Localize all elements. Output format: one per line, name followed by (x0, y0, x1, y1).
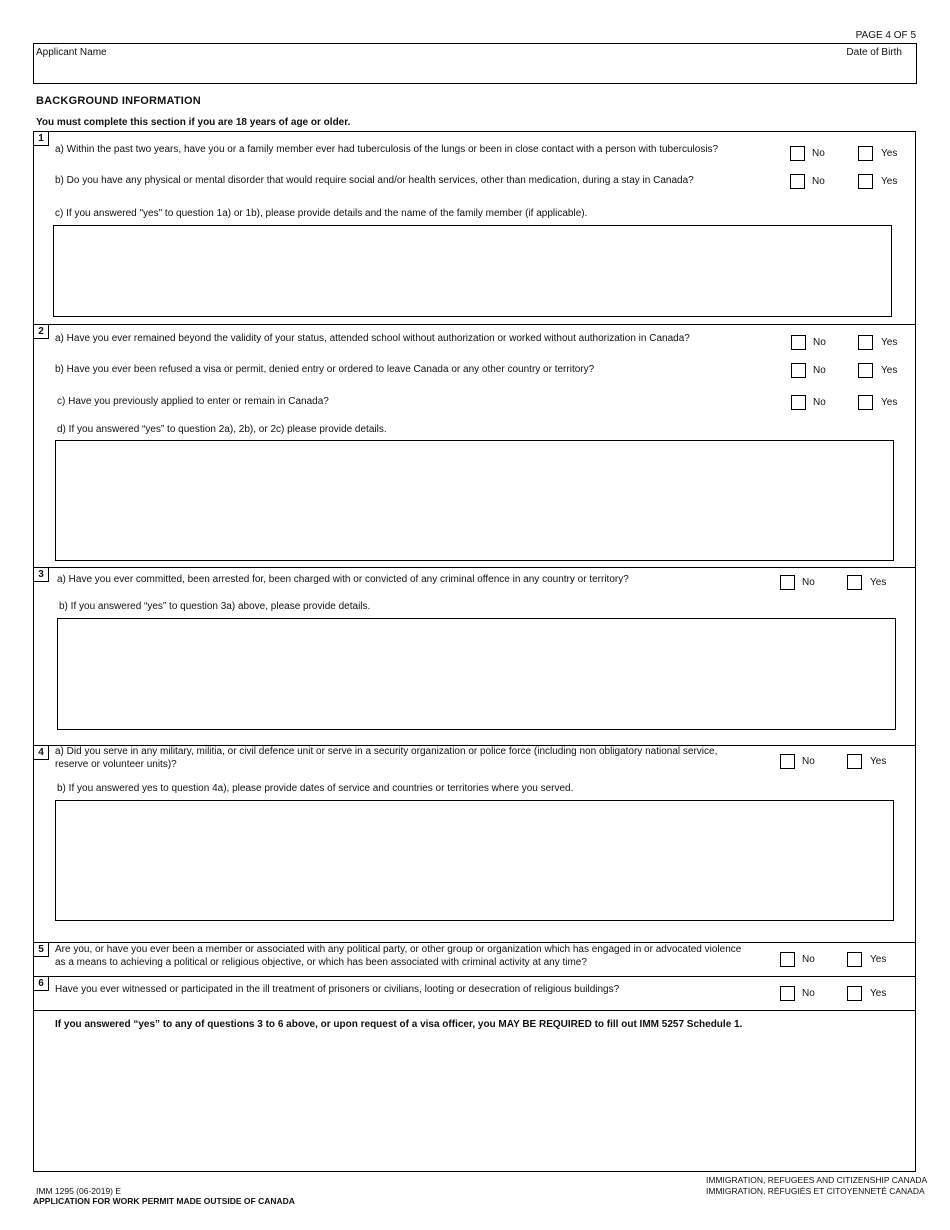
question-2b-text: b) Have you ever been refused a visa or permit, denied entry or ordered to leave Canada or any other country or territory? (55, 364, 595, 375)
applicant-header-box[interactable] (33, 43, 917, 84)
question-3a-text: a) Have you ever committed, been arrested for, been charged with or convicted of any criminal offence in any country or territory? (57, 574, 629, 585)
question-2b-yes-checkbox[interactable] (858, 363, 873, 378)
question-2a-no-label: No (813, 337, 826, 348)
question-4a-text-line1: a) Did you serve in any military, militia, or civil defence unit or serve in a security organization or police force (including non obligatory national service, (55, 746, 718, 757)
question-1a-yes-label: Yes (881, 148, 898, 159)
department-name-en: IMMIGRATION, REFUGEES AND CITIZENSHIP CANADA (706, 1175, 928, 1185)
question-3a-yes-label: Yes (870, 577, 887, 588)
question-5-text-line1: Are you, or have you ever been a member or associated with any political party, or other group or organization which has engaged in or advocated violence (55, 944, 742, 955)
divider-q6 (33, 976, 916, 977)
question-5-no-label: No (802, 954, 815, 965)
question-1b-yes-label: Yes (881, 176, 898, 187)
form-code: IMM 1295 (06-2019) E (36, 1186, 122, 1196)
question-3a-yes-checkbox[interactable] (847, 575, 862, 590)
divider-q5 (33, 942, 916, 943)
question-1a-text: a) Within the past two years, have you or a family member ever had tuberculosis of the lungs or been in close contact with a person with tuberculosis? (55, 144, 719, 155)
question-1c-details-field[interactable] (53, 225, 892, 317)
question-1c-text: c) If you answered "yes" to question 1a) or 1b), please provide details and the name of the family member (if applicable). (55, 208, 588, 219)
question-2a-yes-label: Yes (881, 337, 898, 348)
question-number-5: 5 (34, 943, 49, 957)
divider-note (33, 1010, 916, 1011)
question-2a-no-checkbox[interactable] (791, 335, 806, 350)
question-2a-text: a) Have you ever remained beyond the validity of your status, attended school without authorization or worked without authorization in Canada? (55, 333, 690, 344)
question-number-2: 2 (34, 325, 49, 339)
question-2d-details-field[interactable] (55, 440, 894, 561)
question-4b-text: b) If you answered yes to question 4a), please provide dates of service and countries or territories where you served. (57, 783, 574, 794)
question-4a-yes-label: Yes (870, 756, 887, 767)
question-6-text: Have you ever witnessed or participated in the ill treatment of prisoners or civilians, looting or desecration of religious buildings? (55, 984, 620, 995)
question-2b-yes-label: Yes (881, 365, 898, 376)
question-1a-no-checkbox[interactable] (790, 146, 805, 161)
question-number-4: 4 (34, 746, 49, 760)
question-number-1: 1 (34, 132, 49, 146)
question-6-yes-checkbox[interactable] (847, 986, 862, 1001)
section-title: BACKGROUND INFORMATION (36, 95, 201, 107)
question-2c-no-checkbox[interactable] (791, 395, 806, 410)
date-of-birth-label: Date of Birth (846, 47, 902, 58)
divider-q2 (33, 324, 916, 325)
question-2c-yes-checkbox[interactable] (858, 395, 873, 410)
question-2c-yes-label: Yes (881, 397, 898, 408)
question-1b-no-label: No (812, 176, 825, 187)
question-1a-yes-checkbox[interactable] (858, 146, 873, 161)
question-5-yes-checkbox[interactable] (847, 952, 862, 967)
question-4a-text-line2: reserve or volunteer units)? (55, 759, 177, 770)
question-number-3: 3 (34, 568, 49, 582)
question-1b-no-checkbox[interactable] (790, 174, 805, 189)
question-4b-details-field[interactable] (55, 800, 894, 921)
question-1a-no-label: No (812, 148, 825, 159)
department-name-fr: IMMIGRATION, RÉFUGIÉS ET CITOYENNETÉ CANADA (706, 1186, 925, 1196)
page-number: PAGE 4 OF 5 (855, 30, 916, 41)
question-3a-no-checkbox[interactable] (780, 575, 795, 590)
question-4a-no-label: No (802, 756, 815, 767)
question-2c-text: c) Have you previously applied to enter or remain in Canada? (57, 396, 329, 407)
applicant-name-label: Applicant Name (36, 47, 107, 58)
question-4a-no-checkbox[interactable] (780, 754, 795, 769)
question-3a-no-label: No (802, 577, 815, 588)
question-2a-yes-checkbox[interactable] (858, 335, 873, 350)
question-2b-no-checkbox[interactable] (791, 363, 806, 378)
schedule-note: If you answered “yes” to any of questions 3 to 6 above, or upon request of a visa officer, you MAY BE REQUIRED to fill out IMM 5257 Schedule 1. (55, 1019, 743, 1030)
question-5-no-checkbox[interactable] (780, 952, 795, 967)
question-3b-text: b) If you answered “yes” to question 3a) above, please provide details. (59, 601, 371, 612)
question-3b-details-field[interactable] (57, 618, 896, 730)
divider-q3 (33, 567, 916, 568)
question-6-yes-label: Yes (870, 988, 887, 999)
form-title: APPLICATION FOR WORK PERMIT MADE OUTSIDE OF CANADA (33, 1196, 295, 1206)
question-2d-text: d) If you answered “yes” to question 2a), 2b), or 2c) please provide details. (57, 424, 387, 435)
question-5-yes-label: Yes (870, 954, 887, 965)
question-number-6: 6 (34, 977, 49, 991)
question-4a-yes-checkbox[interactable] (847, 754, 862, 769)
question-2c-no-label: No (813, 397, 826, 408)
question-6-no-label: No (802, 988, 815, 999)
question-5-text-line2: as a means to achieving a political or religious objective, or which has been associated with criminal activity at any time? (55, 957, 587, 968)
question-2b-no-label: No (813, 365, 826, 376)
question-1b-text: b) Do you have any physical or mental disorder that would require social and/or health services, other than medication, during a stay in Canada? (55, 175, 694, 186)
section-instruction: You must complete this section if you are 18 years of age or older. (36, 117, 351, 128)
question-1b-yes-checkbox[interactable] (858, 174, 873, 189)
question-6-no-checkbox[interactable] (780, 986, 795, 1001)
